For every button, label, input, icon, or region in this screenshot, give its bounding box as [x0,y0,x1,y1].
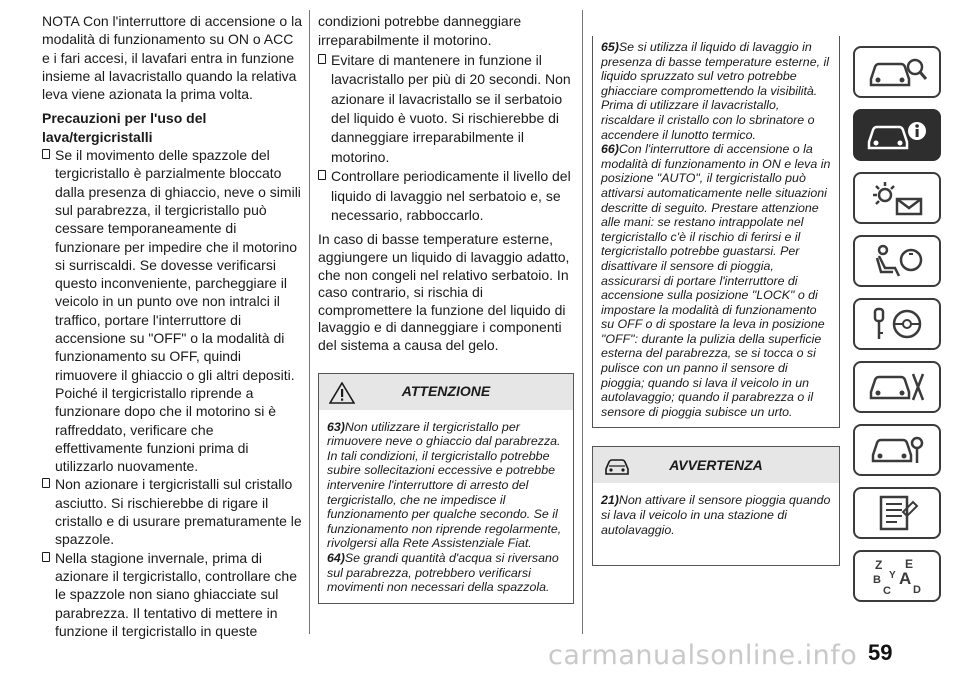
warning-item-number: 64) [327,550,345,565]
cold-weather-paragraph: In caso di basse temperature esterne, aggiungere un liquido di lavaggio adatto, che non congeli nel relativo serbatoio. In caso contrario, si rischia di compromettere la funzione del liquido di lavaggio e di danneggiare i componenti del sistema a causa del gelo. [318,231,570,354]
note-paragraph: NOTA Con l'interruttore di accensione o la modalità di funzionamento su ON o ACC e i fari accesi, il lavafari entra in funzione insieme al lavacristallo quando la relativa leva viene azionata la prima volta. [42,13,302,103]
caution-box [592,446,840,566]
car-tools-icon [865,368,929,406]
svg-text:Z: Z [875,558,883,572]
bullet-item-1: Se il movimento delle spazzole del tergicristallo è parzialmente bloccato dalla presenza di ghiaccio, neve o simili sul parabrezza, il tergicristallo può cessare temporaneamente di funzionare per impedire che il motorino si surriscaldi. Se dovesse verificarsi questo inconveniente, parcheggiare il veicolo in un punto ove non intralci il traffico, portare l'interruttore di accensione su "OFF" o la modalità di funzionamento su OFF, quindi rimuovere il ghiaccio o gli altri depositi. Poiché il tergicristallo riprende a funzionare dopo che il motorino si è raffreddato, verificare che effettivamente funzioni prima di utilizzarlo nuovamente. [42,146,302,475]
warning-box-continued-body [593,36,839,427]
svg-text:E: E [905,557,914,571]
page-number: 59 [868,640,893,665]
warning-item-text: Non utilizzare il tergicristallo per rimuovere neve o ghiaccio dal parabrezza. In tali condizioni, il tergicristallo potrebbe subire sollecitazioni eccessive e potrebbe intervenire l'interruttore di arresto del tergicristallo, che ne impedisce il funzionamento per qualche secondo. Se il funzionamento non riprende regolarmente, rivolgersi alla Rete Assistenziale Fiat. [327,419,562,551]
warning-triangle-icon [329,382,355,407]
svg-text:C: C [883,585,891,596]
caution-box-body [593,483,839,565]
warning-box-continued [592,36,840,428]
caution-item [601,493,831,537]
warning-item [601,40,833,142]
tab-airbag-seat[interactable] [853,235,941,287]
tab-car-service[interactable] [853,424,941,476]
column-2 [318,12,574,604]
caution-item-number: 21) [601,493,619,508]
warning-item [327,551,565,595]
tab-warning-lights[interactable] [853,172,941,224]
warning-item-number: 63) [327,419,345,434]
warning-item-number: 65) [601,40,619,54]
warning-lights-icon [865,179,929,217]
tab-checklist[interactable] [853,487,941,539]
car-service-icon [865,431,929,469]
warning-item [327,420,565,551]
bullet-item-3: Nella stagione invernale, prima di azionare il tergicristallo, controllare che le spazzole non siano ghiacciate sul parabrezza. Il tentativo di mettere in funzione il tergicristallo in queste [42,549,302,640]
section-heading: Precauzioni per l'uso del lava/tergicristalli [42,110,207,145]
svg-text:A: A [899,569,912,588]
warning-box-header [319,374,573,410]
bullet-item-5: Controllare periodicamente il livello del liquido di lavaggio nel serbatoio e, se necessario, rabboccarlo. [318,167,574,225]
airbag-seat-icon [865,242,929,280]
caution-box-header [593,447,839,483]
column-divider-2 [582,10,583,634]
alphabet-index-icon [865,556,929,596]
bullet-item-4: Evitare di mantenere in funzione il lavacristallo per più di 20 secondi. Non azionare il lavacristallo se il serbatoio del liquido è vuoto. Si rischierebbe di danneggiare irreparabilmente il motorino. [318,51,574,167]
warning-item-text: Con l'interruttore di accensione o la modalità di funzionamento in ON e leva in posizione "AUTO", il tergicristallo può attivarsi automaticamente nelle situazioni descritte di seguito. Prestare attenzione alle mani: se restano intrappolate nel tergicristallo c'è il rischio di ferirsi e il tergicristallo potrebbe guastarsi. Per disattivare il sensore di pioggia, assicurarsi di portare l'interruttore di accensione sulla posizione "LOCK" o di impostare la modalità di funzionamento su OFF o di spostare la leva in posizione "OFF": durante la pulizia della superficie esterna del parabrezza, se si tocca o si pulisce con un panno il sensore di pioggia; quando si lava il veicolo in un autolavaggio; quando il parabrezza o il sensore di pioggia subisce un urto. [601,142,831,419]
svg-text:D: D [913,584,921,596]
continued-paragraph: condizioni potrebbe danneggiare irreparabilmente il motorino. [318,13,522,49]
watermark: carmanualsonline.info [548,640,858,671]
caution-item-text: Non attivare il sensore pioggia quando si lava il veicolo in una stazione di autolavaggio. [601,493,831,537]
tab-car-tools[interactable] [853,361,941,413]
svg-text:Y: Y [889,570,896,581]
car-caution-icon [603,455,631,480]
warning-box [318,373,574,604]
warning-item-text: Se si utilizza il liquido di lavaggio in presenza di basse temperature esterne, il liquido spruzzato sul vetro potrebbe ghiacciare compromettendo la visibilità. Prima di utilizzare il lavacristallo, riscaldare il cristallo con lo sbrinatore o accendere il lunotto termico. [601,40,829,142]
column-3 [592,36,840,566]
warning-item [601,142,833,419]
column-divider-1 [309,10,310,634]
tab-alphabet-index[interactable] [853,550,941,602]
tab-car-info[interactable] [853,109,941,161]
warning-title: ATTENZIONE [401,383,491,400]
checklist-icon [865,494,929,532]
svg-text:B: B [873,574,881,586]
tab-car-search[interactable] [853,46,941,98]
column-1 [42,12,302,640]
caution-title: AVVERTENZA [669,457,763,474]
car-search-icon [865,53,929,91]
warning-item-number: 66) [601,142,619,157]
car-info-icon [865,116,929,154]
warning-item-text: Se grandi quantità d'acqua si riversano sul parabrezza, potrebbero verificarsi movimenti non necessari della spazzola. [327,550,559,595]
key-steering-icon [865,305,929,343]
chapter-tabs [853,46,941,613]
warning-box-body [319,410,573,603]
tab-key-steering[interactable] [853,298,941,350]
bullet-item-2: Non azionare i tergicristalli sul cristallo asciutto. Si rischierebbe di rigare il cristallo e di usurare prematuramente le spazzole. [42,475,302,548]
